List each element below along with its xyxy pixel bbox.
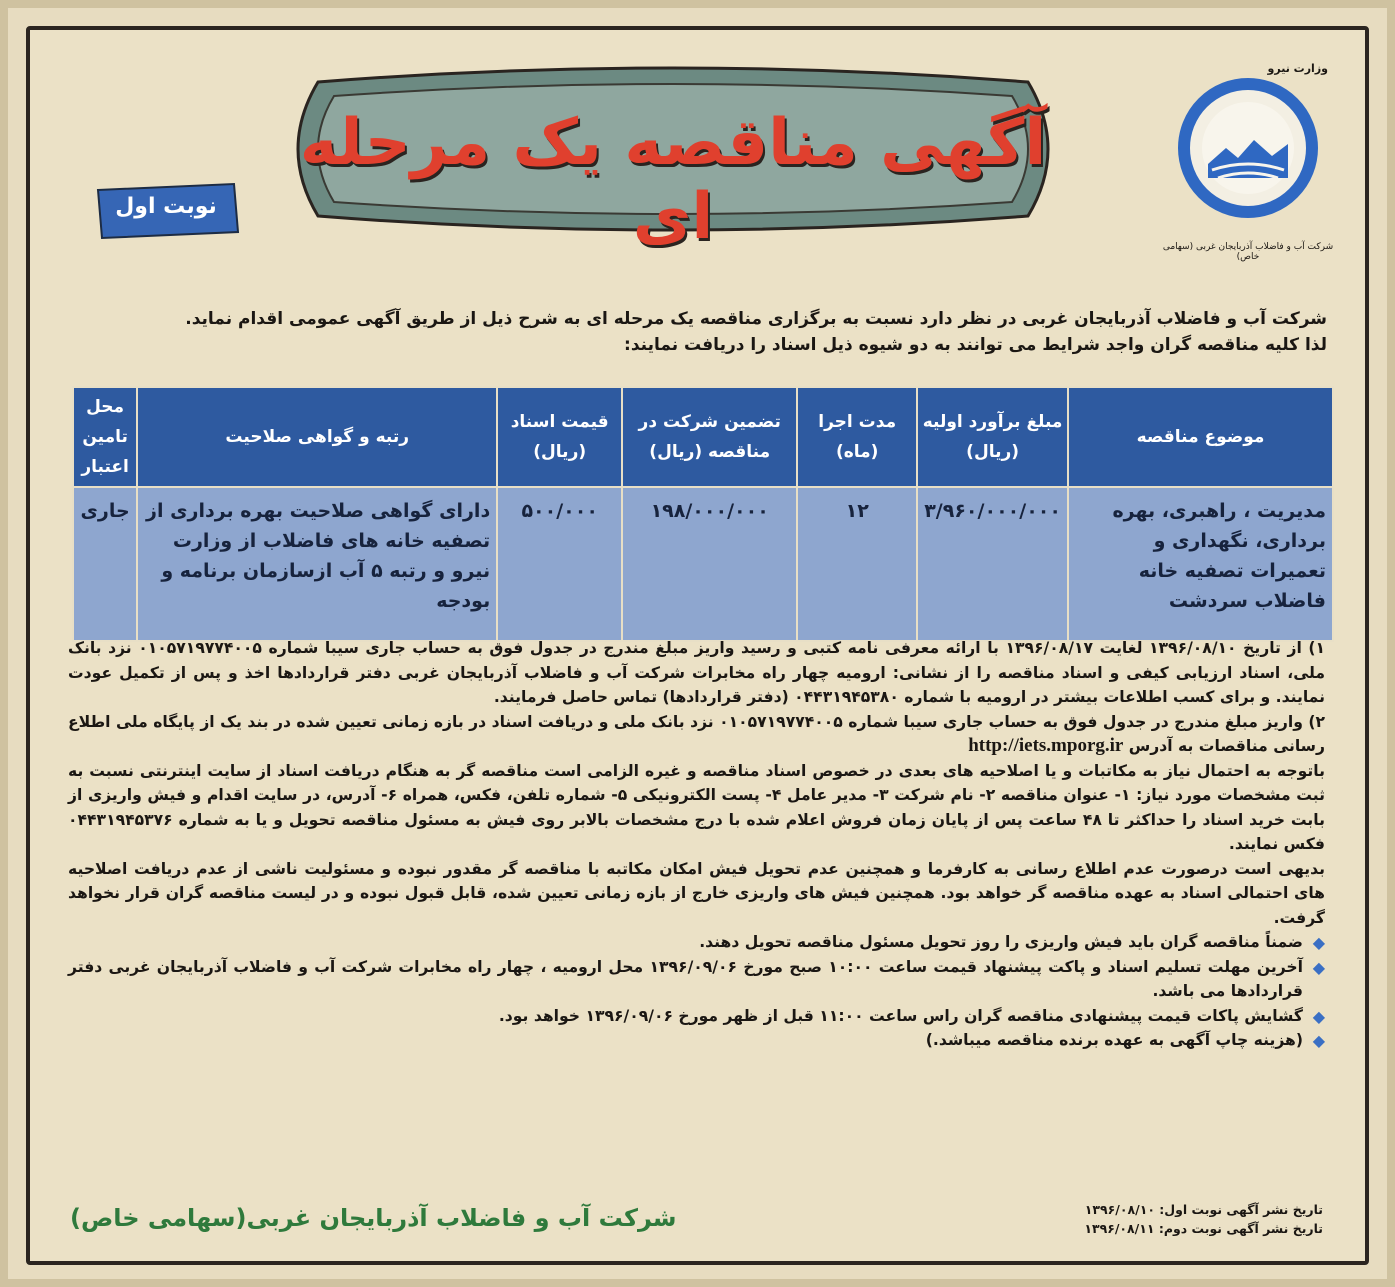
item-2-text: ۲) واریز مبلغ مندرج در جدول فوق به حساب جاری سیبا شماره ۰۱۰۵۷۱۹۷۷۴۰۰۵ نزد بانک ملی و دریافت اسناد در بازه زمانی تعیین شده در بند یک از پایگاه ملی اطلاع رسانی مناقصات به آدرس <box>68 712 1325 755</box>
newspaper-page <box>8 8 1387 1279</box>
page-title: آگهی مناقصه یک مرحله ای <box>299 106 1047 254</box>
bullet-item <box>68 930 1325 955</box>
header-subject: موضوع مناقصه <box>1068 387 1333 487</box>
bullet-text: آخرین مهلت تسلیم اسناد و پاکت پیشنهاد قیمت ساعت ۱۰:۰۰ صبح مورخ ۱۳۹۶/۰۹/۰۶ محل ارومیه ، چهار راه مخابرات شرکت آب و فاضلاب آذربایجان غربی دفتر قراردادها می باشد. <box>68 957 1303 1000</box>
diamond-bullet-icon: ◆ <box>1312 933 1325 952</box>
logo-company-label: شرکت آب و فاضلاب آذربایجان غربی (سهامی خاص) <box>1162 242 1334 262</box>
bullet-item <box>68 955 1325 1004</box>
diamond-bullet-icon: ◆ <box>1312 957 1325 977</box>
cell-funding: جاری <box>73 487 137 641</box>
header-estimate: مبلغ برآورد اولیه (ریال) <box>917 387 1068 487</box>
intro-line-2: لذا کلیه مناقصه گران واجد شرایط می توانند به دو شیوه ذیل اسناد را دریافت نمایند: <box>624 335 1327 355</box>
round-badge-label: نوبت اول <box>115 194 217 219</box>
table-row <box>73 487 1333 641</box>
bullet-item <box>68 1004 1325 1029</box>
bullet-text: گشایش پاکات قیمت پیشنهادی مناقصه گران راس ساعت ۱۱:۰۰ قبل از ظهر مورخ ۱۳۹۶/۰۹/۰۶ خواهد بود. <box>498 1006 1303 1025</box>
cell-duration: ۱۲ <box>797 487 917 641</box>
publication-dates <box>1084 1200 1323 1238</box>
header-doc-price: قیمت اسناد (ریال) <box>497 387 622 487</box>
bullet-text: ضمناً مناقصه گران باید فیش واریزی را روز تحویل مسئول مناقصه تحویل دهند. <box>699 933 1303 951</box>
round-badge <box>92 182 240 242</box>
company-logo <box>1158 56 1338 266</box>
header-guarantee: تضمین شرکت در مناقصه (ریال) <box>622 387 797 487</box>
header-rank: رتبه و گواهی صلاحیت <box>137 387 497 487</box>
header-duration: مدت اجرا (ماه) <box>797 387 917 487</box>
cell-subject: مدیریت ، راهبری، بهره برداری، نگهداری و تعمیرات تصفیه خانه فاضلاب سردشت <box>1068 487 1333 641</box>
bullet-text: (هزینه چاپ آگهی به عهده برنده مناقصه میباشد.) <box>925 1031 1303 1049</box>
bullet-item <box>68 1028 1325 1053</box>
water-drop-logo-icon <box>1178 78 1318 218</box>
cell-doc-price: ۵۰۰/۰۰۰ <box>497 487 622 641</box>
diamond-bullet-icon: ◆ <box>1312 1031 1325 1050</box>
ministry-label: وزارت نیرو <box>1267 62 1328 75</box>
item-1: ۱) از تاریخ ۱۳۹۶/۰۸/۱۰ لغایت ۱۳۹۶/۰۸/۱۷ با ارائه معرفی نامه کتبی و رسید واریز مبلغ مندرج در جدول فوق به حساب جاری سیبا شماره ۰۱۰۵۷۱۹۷۷۴۰۰۵ نزد بانک ملی، اسناد ارزیابی کیفی و اسناد مناقصه را از نشانی: ارومیه چهار راه مخابرات شرکت آب و فاضلاب آذربایجان غربی دفتر قراردادها اخذ و پس از تکمیل عودت نمایند. و برای کسب اطلاعات بیشتر در ارومیه با شماره ۰۴۴۳۱۹۴۵۳۸۰ (دفتر قراردادها) تماس حاصل فرمایند. <box>68 639 1326 706</box>
intro-line-1: شرکت آب و فاضلاب آذربایجان غربی در نظر دارد نسبت به برگزاری مناقصه یک مرحله ای به شرح ذیل از طریق آگهی عمومی اقدام نماید. <box>185 309 1327 329</box>
notice-body <box>68 636 1325 1053</box>
intro-text <box>68 306 1327 358</box>
website-link[interactable]: http://iets.mporg.ir <box>968 735 1124 756</box>
item-2 <box>68 710 1325 759</box>
company-signature: شرکت آب و فاضلاب آذربایجان غربی(سهامی خاص) <box>70 1204 677 1232</box>
paragraph-2: بدیهی است درصورت عدم اطلاع رسانی به کارفرما و همچنین عدم تحویل فیش امکان مکاتبه با مناقصه گر مقدور نبوده و مسئولیت ناشی از عدم دریافت اصلاحیه های احتمالی اسناد به عهده مناقصه گر خواهد بود. همچنین فیش های واریزی خارج از بازه زمانی تعیین شده، قابل قبول نبوده و در لیست مناقصه گران قرار نخواهد گرفت. <box>68 859 1325 927</box>
paragraph-1: باتوجه به احتمال نیاز به مکاتبات و یا اصلاحیه های بعدی در خصوص اسناد مناقصه و غیره الزامی است مناقصه گر به هنگام دریافت اسناد از سایت اینترنتی نسبت به ثبت مشخصات مورد نیاز: ۱- عنوان مناقصه ۲- نام شرکت ۳- مدیر عامل ۴- پست الکترونیکی ۵- شماره تلفن، فکس، همراه ۶- آدرس، در سایت اقدام و فیش واریزی از بابت خرید اسناد را حداکثر تا ۴۸ ساعت پس از پایان زمان فروش اعلام شده با درج مشخصات بالابر روی فیش به مسئول مناقصه تحویل و یا به شماره ۰۴۴۳۱۹۴۵۳۷۶ فکس نمایند. <box>68 761 1326 853</box>
diamond-bullet-icon: ◆ <box>1312 1006 1325 1026</box>
pub-date-second: تاریخ نشر آگهی نوبت دوم: ۱۳۹۶/۰۸/۱۱ <box>1084 1221 1323 1236</box>
tender-table <box>72 386 1334 642</box>
cell-guarantee: ۱۹۸/۰۰۰/۰۰۰ <box>622 487 797 641</box>
cell-estimate: ۳/۹۶۰/۰۰۰/۰۰۰ <box>917 487 1068 641</box>
title-banner <box>278 62 1068 254</box>
table-header-row <box>73 387 1333 487</box>
pub-date-first: تاریخ نشر آگهی نوبت اول: ۱۳۹۶/۰۸/۱۰ <box>1084 1202 1323 1217</box>
header-funding: محل تامین اعتبار <box>73 387 137 487</box>
cell-rank: دارای گواهی صلاحیت بهره برداری از تصفیه خانه های فاضلاب از وزارت نیرو و رتبه ۵ آب ازسازمان برنامه و بودجه <box>137 487 497 641</box>
